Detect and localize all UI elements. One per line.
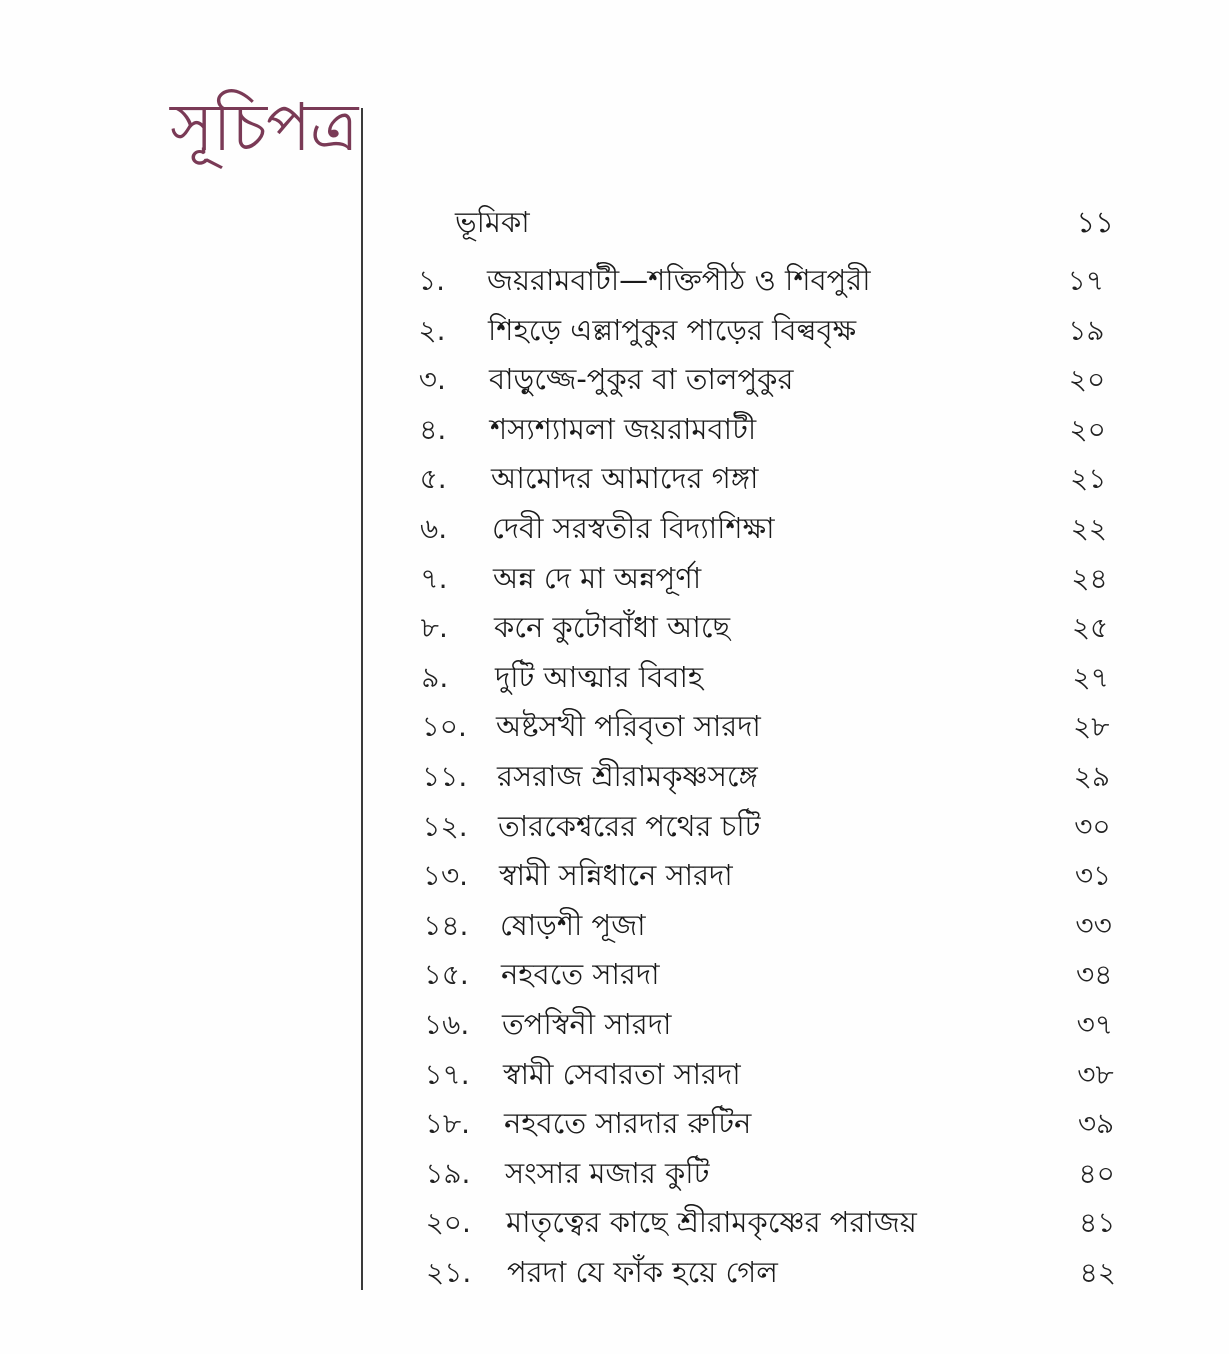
toc-entry [0,405,1229,455]
toc-entry-title: দুটি আত্মার বিবাহ [495,659,704,694]
toc-entry [0,454,1229,504]
toc-entry-number: ১১. [422,759,468,793]
toc-entry [0,554,1229,604]
table-of-contents [0,256,1229,1297]
toc-entry [0,1149,1229,1199]
toc-entry-title: স্বামী সন্নিধানে সারদা [499,858,733,893]
toc-entry-title: অষ্টসখী পরিবৃতা সারদা [496,709,761,744]
toc-entry-number: ১০. [421,710,467,744]
toc-entry-page-number: ২০ [1069,412,1106,446]
toc-entry-page-number: ২৭ [1072,660,1109,694]
toc-entry [0,752,1229,802]
toc-entry-page-number: ২৪ [1071,561,1108,595]
toc-entry [0,603,1229,653]
toc-entry-title: শস্যশ্যামলা জয়রামবাটী [490,411,757,446]
toc-entry-page-number: ২৯ [1073,759,1110,793]
toc-entry-title: ষোড়শী পূজা [500,907,646,942]
toc-entry-title: মাতৃত্বের কাছে শ্রীরামকৃষ্ণের পরাজয় [506,1205,917,1240]
toc-entry-number: ৭. [420,561,448,595]
toc-entry [0,1198,1229,1248]
toc-entry-title: জয়রামবাটী—শক্তিপীঠ ও শিবপুরী [487,263,871,297]
toc-entry-page-number: ৩৮ [1077,1057,1114,1091]
toc-entry-page-number: ৩১ [1074,859,1112,893]
toc-entry-number: ১৮. [424,1107,471,1141]
toc-entry-page-number: ৩৪ [1076,958,1113,992]
toc-entry-title: শিহড়ে এল্লাপুকুর পাড়ের বিল্ববৃক্ষ [488,312,857,347]
toc-entry-page-number: ৪০ [1078,1156,1115,1190]
toc-entry-number: ১৪. [423,908,469,942]
page-title: সূচিপত্র [170,89,358,166]
toc-entry-page-number: ৩৯ [1077,1107,1115,1141]
toc-entry-number: ১৯. [425,1156,471,1190]
toc-entry-page-number: ৪২ [1079,1255,1116,1289]
toc-entry [0,1000,1229,1050]
toc-intro-row [0,200,1229,244]
toc-entry [0,702,1229,752]
toc-entry-number: ২০. [425,1206,471,1240]
toc-entry-number: ২. [418,313,446,347]
toc-entry-number: ১২. [422,809,468,843]
toc-entry-page-number: ৩৩ [1075,908,1112,942]
toc-entry [0,355,1229,405]
toc-entry-page-number: ৪১ [1079,1206,1116,1240]
toc-entry-number: ১৩. [422,859,469,893]
toc-entry [0,950,1229,1000]
toc-entry [0,653,1229,703]
toc-entry-number: ৮. [420,611,448,645]
toc-entry-title: অন্ন দে মা অন্নপূর্ণা [493,560,702,595]
toc-entry-number: ১৬. [424,1007,470,1041]
toc-entry [0,1050,1229,1100]
toc-entry-page-number: ২৮ [1073,710,1110,744]
toc-entry-title: রসরাজ শ্রীরামকৃষ্ণসঙ্গে [497,758,758,793]
toc-entry [0,306,1229,356]
toc-entry-number: ৬. [420,511,448,545]
toc-entry-title: বাড়ুজ্জে-পুকুর বা তালপুকুর [489,362,794,397]
toc-entry-page-number: ৩০ [1074,809,1111,843]
toc-entry-number: ১. [418,264,446,297]
toc-entry-title: স্বামী সেবারতা সারদা [503,1056,741,1091]
toc-entry [0,504,1229,554]
toc-entry-page-number: ৩৭ [1076,1007,1113,1041]
toc-entry [0,901,1229,951]
toc-entry-title: আমোদর আমাদের গঙ্গা [491,461,759,496]
toc-entry-number: ৩. [418,363,446,397]
toc-intro-page-number: ১১ [1076,205,1114,239]
toc-entry-title: তারকেশ্বরের পথের চটি [498,808,761,843]
toc-entry [0,851,1229,901]
toc-entry-title: পরদা যে ফাঁক হয়ে গেল [507,1254,778,1289]
toc-entry [0,256,1229,306]
toc-entry-title: তপস্বিনী সারদা [502,1006,672,1041]
toc-entry-title: দেবী সরস্বতীর বিদ্যাশিক্ষা [492,510,775,545]
toc-entry-title: নহবতে সারদার রুটিন [504,1106,752,1141]
toc-entry [0,1248,1229,1298]
toc-entry-title: নহবতে সারদা [501,957,660,992]
toc-entry-title: কনে কুটোবাঁধা আছে [494,610,731,645]
toc-entry-number: ৪. [419,412,447,446]
toc-entry-page-number: ১৭ [1067,264,1104,297]
toc-entry [0,802,1229,852]
toc-entry-page-number: ২০ [1068,363,1106,397]
toc-entry-number: ৫. [419,462,447,496]
toc-entry-number: ৯. [421,660,449,694]
toc-entry-number: ২১. [426,1255,472,1289]
toc-entry-page-number: ২১ [1070,462,1107,496]
toc-entry-number: ১৫. [423,958,469,992]
toc-entry-page-number: ২২ [1070,511,1107,545]
toc-entry-number: ১৭. [424,1057,470,1091]
toc-entry-page-number: ১৯ [1068,313,1105,347]
toc-entry-title: সংসার মজার কুটি [505,1155,710,1190]
toc-entry [0,1099,1229,1149]
toc-intro-label: ভূমিকা [455,205,530,239]
toc-entry-page-number: ২৫ [1071,611,1109,645]
